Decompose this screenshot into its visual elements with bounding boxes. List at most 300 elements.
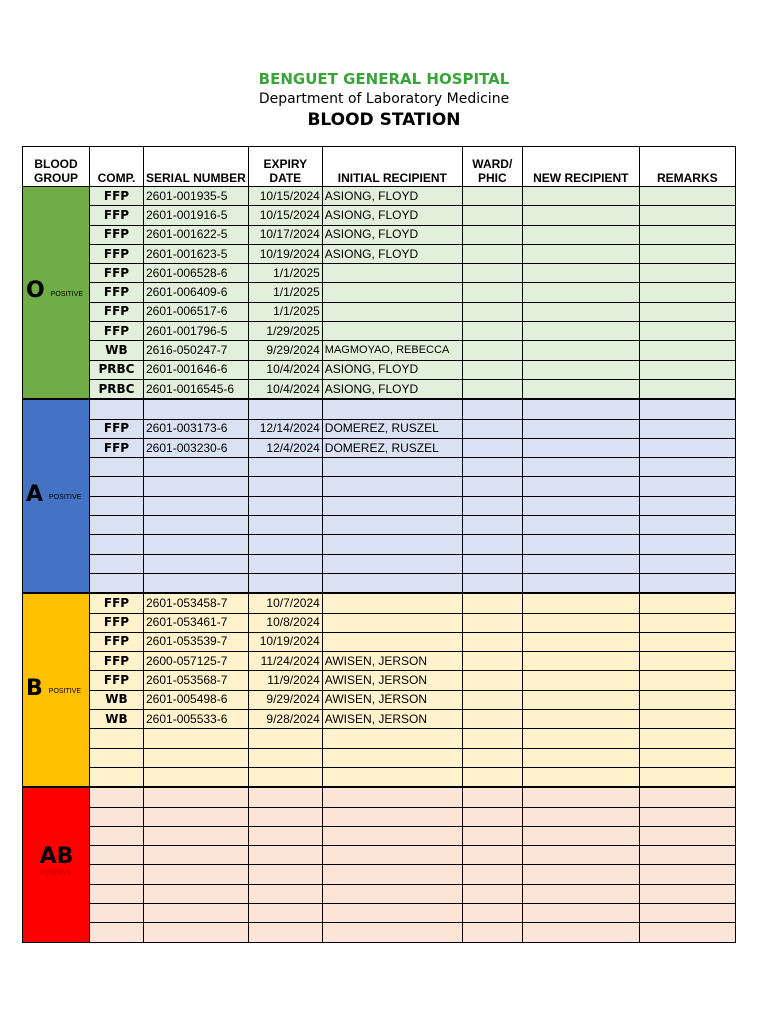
ward-phic-cell[interactable] <box>462 826 522 845</box>
expiry-date-cell[interactable] <box>248 496 322 515</box>
remarks-cell[interactable] <box>639 419 735 438</box>
serial-number-cell[interactable]: 2601-0016545-6 <box>144 379 249 399</box>
new-recipient-cell[interactable] <box>522 710 639 729</box>
expiry-date-cell[interactable] <box>248 884 322 903</box>
ward-phic-cell[interactable] <box>462 399 522 419</box>
expiry-date-cell[interactable]: 9/29/2024 <box>248 341 322 360</box>
serial-number-cell[interactable]: 2601-001646-6 <box>144 360 249 379</box>
serial-number-cell[interactable]: 2600-057125-7 <box>144 652 249 671</box>
serial-number-cell[interactable]: 2601-001916-5 <box>144 206 249 225</box>
ward-phic-cell[interactable] <box>462 360 522 379</box>
initial-recipient-cell[interactable] <box>322 573 462 593</box>
table-row <box>23 671 736 690</box>
initial-recipient-cell[interactable] <box>322 826 462 845</box>
component-cell[interactable] <box>90 496 144 515</box>
expiry-date-cell[interactable] <box>248 807 322 826</box>
component-cell[interactable]: FFP <box>90 632 144 651</box>
new-recipient-cell[interactable] <box>522 244 639 263</box>
component-cell[interactable]: FFP <box>90 302 144 321</box>
expiry-date-cell[interactable] <box>248 729 322 748</box>
initial-recipient-cell[interactable]: AWISEN, JERSON <box>322 671 462 690</box>
serial-number-cell[interactable] <box>144 496 249 515</box>
expiry-date-cell[interactable]: 10/15/2024 <box>248 206 322 225</box>
col-serial: SERIAL NUMBER <box>144 147 249 187</box>
remarks-cell[interactable] <box>639 903 735 922</box>
new-recipient-cell[interactable] <box>522 438 639 457</box>
expiry-date-cell[interactable] <box>248 477 322 496</box>
col-ward-line2: PHIC <box>477 171 507 185</box>
component-cell[interactable] <box>90 535 144 554</box>
serial-number-cell[interactable]: 2601-053458-7 <box>144 593 249 613</box>
component-cell[interactable]: FFP <box>90 225 144 244</box>
component-cell[interactable]: WB <box>90 341 144 360</box>
serial-number-cell[interactable] <box>144 807 249 826</box>
initial-recipient-cell[interactable] <box>322 496 462 515</box>
serial-number-cell[interactable] <box>144 748 249 767</box>
ward-phic-cell[interactable] <box>462 652 522 671</box>
ward-phic-cell[interactable] <box>462 846 522 865</box>
initial-recipient-cell[interactable]: ASIONG, FLOYD <box>322 206 462 225</box>
table-row <box>23 302 736 321</box>
remarks-cell[interactable] <box>639 923 735 942</box>
remarks-cell[interactable] <box>639 767 735 787</box>
initial-recipient-cell[interactable] <box>322 613 462 632</box>
remarks-cell[interactable] <box>639 671 735 690</box>
expiry-date-cell[interactable]: 10/4/2024 <box>248 379 322 399</box>
component-cell[interactable]: FFP <box>90 283 144 302</box>
expiry-date-cell[interactable] <box>248 458 322 477</box>
initial-recipient-cell[interactable] <box>322 477 462 496</box>
expiry-date-cell[interactable] <box>248 767 322 787</box>
col-ward-line1: WARD/ <box>472 157 513 171</box>
ward-phic-cell[interactable] <box>462 302 522 321</box>
serial-number-cell[interactable] <box>144 554 249 573</box>
remarks-cell[interactable] <box>639 554 735 573</box>
remarks-cell[interactable] <box>639 322 735 341</box>
remarks-cell[interactable] <box>639 884 735 903</box>
component-cell[interactable]: FFP <box>90 671 144 690</box>
ward-phic-cell[interactable] <box>462 884 522 903</box>
ward-phic-cell[interactable] <box>462 807 522 826</box>
initial-recipient-cell[interactable] <box>322 923 462 942</box>
remarks-cell[interactable] <box>639 865 735 884</box>
remarks-cell[interactable] <box>639 225 735 244</box>
new-recipient-cell[interactable] <box>522 884 639 903</box>
expiry-date-cell[interactable] <box>248 787 322 807</box>
expiry-date-cell[interactable] <box>248 903 322 922</box>
component-cell[interactable]: FFP <box>90 187 144 206</box>
new-recipient-cell[interactable] <box>522 729 639 748</box>
remarks-cell[interactable] <box>639 360 735 379</box>
serial-number-cell[interactable] <box>144 477 249 496</box>
initial-recipient-cell[interactable]: AWISEN, JERSON <box>322 710 462 729</box>
serial-number-cell[interactable] <box>144 516 249 535</box>
expiry-date-cell[interactable]: 12/4/2024 <box>248 438 322 457</box>
table-row <box>23 903 736 922</box>
initial-recipient-cell[interactable]: ASIONG, FLOYD <box>322 379 462 399</box>
new-recipient-cell[interactable] <box>522 671 639 690</box>
new-recipient-cell[interactable] <box>522 593 639 613</box>
expiry-date-cell[interactable] <box>248 923 322 942</box>
expiry-date-cell[interactable]: 10/4/2024 <box>248 360 322 379</box>
initial-recipient-cell[interactable] <box>322 264 462 283</box>
initial-recipient-cell[interactable] <box>322 458 462 477</box>
component-cell[interactable] <box>90 787 144 807</box>
serial-number-cell[interactable] <box>144 535 249 554</box>
expiry-date-cell[interactable]: 11/9/2024 <box>248 671 322 690</box>
component-cell[interactable] <box>90 767 144 787</box>
initial-recipient-cell[interactable] <box>322 554 462 573</box>
expiry-date-cell[interactable] <box>248 535 322 554</box>
new-recipient-cell[interactable] <box>522 302 639 321</box>
initial-recipient-cell[interactable]: DOMEREZ, RUSZEL <box>322 419 462 438</box>
col-expiry <box>248 147 322 187</box>
serial-number-cell[interactable] <box>144 729 249 748</box>
component-cell[interactable]: FFP <box>90 419 144 438</box>
new-recipient-cell[interactable] <box>522 419 639 438</box>
initial-recipient-cell[interactable]: ASIONG, FLOYD <box>322 187 462 206</box>
ward-phic-cell[interactable] <box>462 593 522 613</box>
initial-recipient-cell[interactable] <box>322 535 462 554</box>
serial-number-cell[interactable]: 2601-001623-5 <box>144 244 249 263</box>
remarks-cell[interactable] <box>639 477 735 496</box>
ward-phic-cell[interactable] <box>462 632 522 651</box>
new-recipient-cell[interactable] <box>522 206 639 225</box>
expiry-date-cell[interactable]: 1/1/2025 <box>248 283 322 302</box>
ward-phic-cell[interactable] <box>462 516 522 535</box>
expiry-date-cell[interactable] <box>248 748 322 767</box>
initial-recipient-cell[interactable] <box>322 322 462 341</box>
ward-phic-cell[interactable] <box>462 613 522 632</box>
new-recipient-cell[interactable] <box>522 903 639 922</box>
new-recipient-cell[interactable] <box>522 322 639 341</box>
new-recipient-cell[interactable] <box>522 516 639 535</box>
new-recipient-cell[interactable] <box>522 748 639 767</box>
initial-recipient-cell[interactable]: DOMEREZ, RUSZEL <box>322 438 462 457</box>
serial-number-cell[interactable] <box>144 903 249 922</box>
table-row <box>23 632 736 651</box>
ward-phic-cell[interactable] <box>462 554 522 573</box>
table-row <box>23 458 736 477</box>
remarks-cell[interactable] <box>639 283 735 302</box>
ward-phic-cell[interactable] <box>462 865 522 884</box>
expiry-date-cell[interactable] <box>248 516 322 535</box>
ward-phic-cell[interactable] <box>462 458 522 477</box>
remarks-cell[interactable] <box>639 748 735 767</box>
component-cell[interactable] <box>90 903 144 922</box>
table-row <box>23 187 736 206</box>
table-row <box>23 379 736 399</box>
remarks-cell[interactable] <box>639 302 735 321</box>
initial-recipient-cell[interactable]: AWISEN, JERSON <box>322 690 462 709</box>
table-row <box>23 593 736 613</box>
ward-phic-cell[interactable] <box>462 341 522 360</box>
ward-phic-cell[interactable] <box>462 206 522 225</box>
initial-recipient-cell[interactable] <box>322 399 462 419</box>
new-recipient-cell[interactable] <box>522 613 639 632</box>
ward-phic-cell[interactable] <box>462 322 522 341</box>
ward-phic-cell[interactable] <box>462 690 522 709</box>
ward-phic-cell[interactable] <box>462 283 522 302</box>
component-cell[interactable]: FFP <box>90 593 144 613</box>
col-comp: COMP. <box>90 147 144 187</box>
serial-number-cell[interactable] <box>144 458 249 477</box>
new-recipient-cell[interactable] <box>522 652 639 671</box>
expiry-date-cell[interactable]: 10/17/2024 <box>248 225 322 244</box>
remarks-cell[interactable] <box>639 807 735 826</box>
component-cell[interactable] <box>90 399 144 419</box>
new-recipient-cell[interactable] <box>522 360 639 379</box>
component-cell[interactable]: FFP <box>90 613 144 632</box>
expiry-date-cell[interactable]: 1/29/2025 <box>248 322 322 341</box>
col-expiry-line1: EXPIRY <box>263 157 308 171</box>
component-cell[interactable]: FFP <box>90 264 144 283</box>
new-recipient-cell[interactable] <box>522 632 639 651</box>
remarks-cell[interactable] <box>639 710 735 729</box>
new-recipient-cell[interactable] <box>522 865 639 884</box>
initial-recipient-cell[interactable] <box>322 302 462 321</box>
serial-number-cell[interactable] <box>144 865 249 884</box>
initial-recipient-cell[interactable]: ASIONG, FLOYD <box>322 225 462 244</box>
initial-recipient-cell[interactable] <box>322 632 462 651</box>
new-recipient-cell[interactable] <box>522 807 639 826</box>
expiry-date-cell[interactable] <box>248 554 322 573</box>
expiry-date-cell[interactable]: 10/19/2024 <box>248 632 322 651</box>
remarks-cell[interactable] <box>639 206 735 225</box>
component-cell[interactable] <box>90 923 144 942</box>
remarks-cell[interactable] <box>639 652 735 671</box>
blood-station-table <box>22 146 736 943</box>
blood-group-letter: AB <box>39 843 74 869</box>
serial-number-cell[interactable]: 2601-001935-5 <box>144 187 249 206</box>
new-recipient-cell[interactable] <box>522 458 639 477</box>
new-recipient-cell[interactable] <box>522 787 639 807</box>
remarks-cell[interactable] <box>639 496 735 515</box>
expiry-date-cell[interactable]: 11/24/2024 <box>248 652 322 671</box>
header-row <box>23 147 736 187</box>
remarks-cell[interactable] <box>639 632 735 651</box>
remarks-cell[interactable] <box>639 264 735 283</box>
serial-number-cell[interactable]: 2601-006528-6 <box>144 264 249 283</box>
component-cell[interactable]: FFP <box>90 244 144 263</box>
ward-phic-cell[interactable] <box>462 264 522 283</box>
remarks-cell[interactable] <box>639 729 735 748</box>
ward-phic-cell[interactable] <box>462 496 522 515</box>
ward-phic-cell[interactable] <box>462 748 522 767</box>
expiry-date-cell[interactable]: 10/8/2024 <box>248 613 322 632</box>
new-recipient-cell[interactable] <box>522 264 639 283</box>
remarks-cell[interactable] <box>639 826 735 845</box>
ward-phic-cell[interactable] <box>462 671 522 690</box>
new-recipient-cell[interactable] <box>522 225 639 244</box>
blood-group-letter: A <box>26 482 44 508</box>
serial-number-cell[interactable] <box>144 884 249 903</box>
remarks-cell[interactable] <box>639 846 735 865</box>
remarks-cell[interactable] <box>639 573 735 593</box>
ward-phic-cell[interactable] <box>462 477 522 496</box>
serial-number-cell[interactable] <box>144 846 249 865</box>
blood-group-cell <box>23 187 90 400</box>
initial-recipient-cell[interactable]: AWISEN, JERSON <box>322 652 462 671</box>
new-recipient-cell[interactable] <box>522 767 639 787</box>
table-row <box>23 710 736 729</box>
table-row <box>23 652 736 671</box>
remarks-cell[interactable] <box>639 244 735 263</box>
initial-recipient-cell[interactable] <box>322 787 462 807</box>
initial-recipient-cell[interactable] <box>322 593 462 613</box>
serial-number-cell[interactable]: 2601-005498-6 <box>144 690 249 709</box>
new-recipient-cell[interactable] <box>522 535 639 554</box>
serial-number-cell[interactable]: 2601-003173-6 <box>144 419 249 438</box>
component-cell[interactable]: PRBC <box>90 360 144 379</box>
remarks-cell[interactable] <box>639 535 735 554</box>
serial-number-cell[interactable]: 2601-001622-5 <box>144 225 249 244</box>
ward-phic-cell[interactable] <box>462 535 522 554</box>
initial-recipient-cell[interactable]: ASIONG, FLOYD <box>322 360 462 379</box>
remarks-cell[interactable] <box>639 613 735 632</box>
col-blood-group-line1: BLOOD <box>34 157 78 171</box>
ward-phic-cell[interactable] <box>462 923 522 942</box>
serial-number-cell[interactable]: 2601-003230-6 <box>144 438 249 457</box>
ward-phic-cell[interactable] <box>462 573 522 593</box>
initial-recipient-cell[interactable]: MAGMOYAO, REBECCA <box>322 341 462 360</box>
initial-recipient-cell[interactable] <box>322 865 462 884</box>
remarks-cell[interactable] <box>639 516 735 535</box>
new-recipient-cell[interactable] <box>522 496 639 515</box>
expiry-date-cell[interactable]: 12/14/2024 <box>248 419 322 438</box>
ward-phic-cell[interactable] <box>462 379 522 399</box>
component-cell[interactable]: FFP <box>90 206 144 225</box>
serial-number-cell[interactable] <box>144 826 249 845</box>
ward-phic-cell[interactable] <box>462 767 522 787</box>
component-cell[interactable] <box>90 865 144 884</box>
expiry-date-cell[interactable]: 10/7/2024 <box>248 593 322 613</box>
serial-number-cell[interactable]: 2601-053539-7 <box>144 632 249 651</box>
initial-recipient-cell[interactable] <box>322 903 462 922</box>
component-cell[interactable] <box>90 554 144 573</box>
initial-recipient-cell[interactable] <box>322 767 462 787</box>
serial-number-cell[interactable]: 2601-053568-7 <box>144 671 249 690</box>
new-recipient-cell[interactable] <box>522 477 639 496</box>
ward-phic-cell[interactable] <box>462 244 522 263</box>
initial-recipient-cell[interactable] <box>322 884 462 903</box>
new-recipient-cell[interactable] <box>522 923 639 942</box>
component-cell[interactable] <box>90 884 144 903</box>
ward-phic-cell[interactable] <box>462 710 522 729</box>
serial-number-cell[interactable]: 2601-001796-5 <box>144 322 249 341</box>
initial-recipient-cell[interactable] <box>322 807 462 826</box>
ward-phic-cell[interactable] <box>462 225 522 244</box>
serial-number-cell[interactable]: 2601-006517-6 <box>144 302 249 321</box>
initial-recipient-cell[interactable] <box>322 846 462 865</box>
expiry-date-cell[interactable] <box>248 399 322 419</box>
expiry-date-cell[interactable]: 10/15/2024 <box>248 187 322 206</box>
remarks-cell[interactable] <box>639 593 735 613</box>
expiry-date-cell[interactable]: 1/1/2025 <box>248 264 322 283</box>
component-cell[interactable] <box>90 573 144 593</box>
hospital-name: BENGUET GENERAL HOSPITAL <box>258 70 510 88</box>
ward-phic-cell[interactable] <box>462 787 522 807</box>
remarks-cell[interactable] <box>639 399 735 419</box>
component-cell[interactable] <box>90 477 144 496</box>
new-recipient-cell[interactable] <box>522 826 639 845</box>
expiry-date-cell[interactable]: 1/1/2025 <box>248 302 322 321</box>
ward-phic-cell[interactable] <box>462 903 522 922</box>
component-cell[interactable] <box>90 729 144 748</box>
expiry-date-cell[interactable] <box>248 865 322 884</box>
new-recipient-cell[interactable] <box>522 283 639 302</box>
component-cell[interactable]: FFP <box>90 652 144 671</box>
ward-phic-cell[interactable] <box>462 438 522 457</box>
component-cell[interactable]: WB <box>90 690 144 709</box>
new-recipient-cell[interactable] <box>522 573 639 593</box>
serial-number-cell[interactable]: 2616-050247-7 <box>144 341 249 360</box>
new-recipient-cell[interactable] <box>522 554 639 573</box>
new-recipient-cell[interactable] <box>522 187 639 206</box>
expiry-date-cell[interactable] <box>248 846 322 865</box>
component-cell[interactable]: WB <box>90 710 144 729</box>
remarks-cell[interactable] <box>639 379 735 399</box>
initial-recipient-cell[interactable] <box>322 283 462 302</box>
new-recipient-cell[interactable] <box>522 399 639 419</box>
serial-number-cell[interactable]: 2601-006409-6 <box>144 283 249 302</box>
expiry-date-cell[interactable]: 9/28/2024 <box>248 710 322 729</box>
expiry-date-cell[interactable] <box>248 826 322 845</box>
remarks-cell[interactable] <box>639 690 735 709</box>
new-recipient-cell[interactable] <box>522 846 639 865</box>
serial-number-cell[interactable] <box>144 573 249 593</box>
expiry-date-cell[interactable]: 10/19/2024 <box>248 244 322 263</box>
new-recipient-cell[interactable] <box>522 341 639 360</box>
expiry-date-cell[interactable]: 9/29/2024 <box>248 690 322 709</box>
serial-number-cell[interactable]: 2601-053461-7 <box>144 613 249 632</box>
new-recipient-cell[interactable] <box>522 379 639 399</box>
remarks-cell[interactable] <box>639 438 735 457</box>
component-cell[interactable] <box>90 826 144 845</box>
initial-recipient-cell[interactable] <box>322 729 462 748</box>
serial-number-cell[interactable]: 2601-005533-6 <box>144 710 249 729</box>
table-row <box>23 807 736 826</box>
component-cell[interactable] <box>90 748 144 767</box>
serial-number-cell[interactable] <box>144 923 249 942</box>
ward-phic-cell[interactable] <box>462 419 522 438</box>
component-cell[interactable] <box>90 458 144 477</box>
expiry-date-cell[interactable] <box>248 573 322 593</box>
remarks-cell[interactable] <box>639 787 735 807</box>
component-cell[interactable] <box>90 807 144 826</box>
serial-number-cell[interactable] <box>144 399 249 419</box>
initial-recipient-cell[interactable] <box>322 748 462 767</box>
serial-number-cell[interactable] <box>144 787 249 807</box>
col-blood-group <box>23 147 90 187</box>
component-cell[interactable]: PRBC <box>90 379 144 399</box>
component-cell[interactable]: FFP <box>90 438 144 457</box>
ward-phic-cell[interactable] <box>462 187 522 206</box>
ward-phic-cell[interactable] <box>462 729 522 748</box>
new-recipient-cell[interactable] <box>522 690 639 709</box>
component-cell[interactable] <box>90 516 144 535</box>
remarks-cell[interactable] <box>639 187 735 206</box>
initial-recipient-cell[interactable]: ASIONG, FLOYD <box>322 244 462 263</box>
remarks-cell[interactable] <box>639 341 735 360</box>
component-cell[interactable] <box>90 846 144 865</box>
serial-number-cell[interactable] <box>144 767 249 787</box>
remarks-cell[interactable] <box>639 458 735 477</box>
component-cell[interactable]: FFP <box>90 322 144 341</box>
col-initial-recipient: INITIAL RECIPIENT <box>322 147 462 187</box>
initial-recipient-cell[interactable] <box>322 516 462 535</box>
table-row <box>23 884 736 903</box>
